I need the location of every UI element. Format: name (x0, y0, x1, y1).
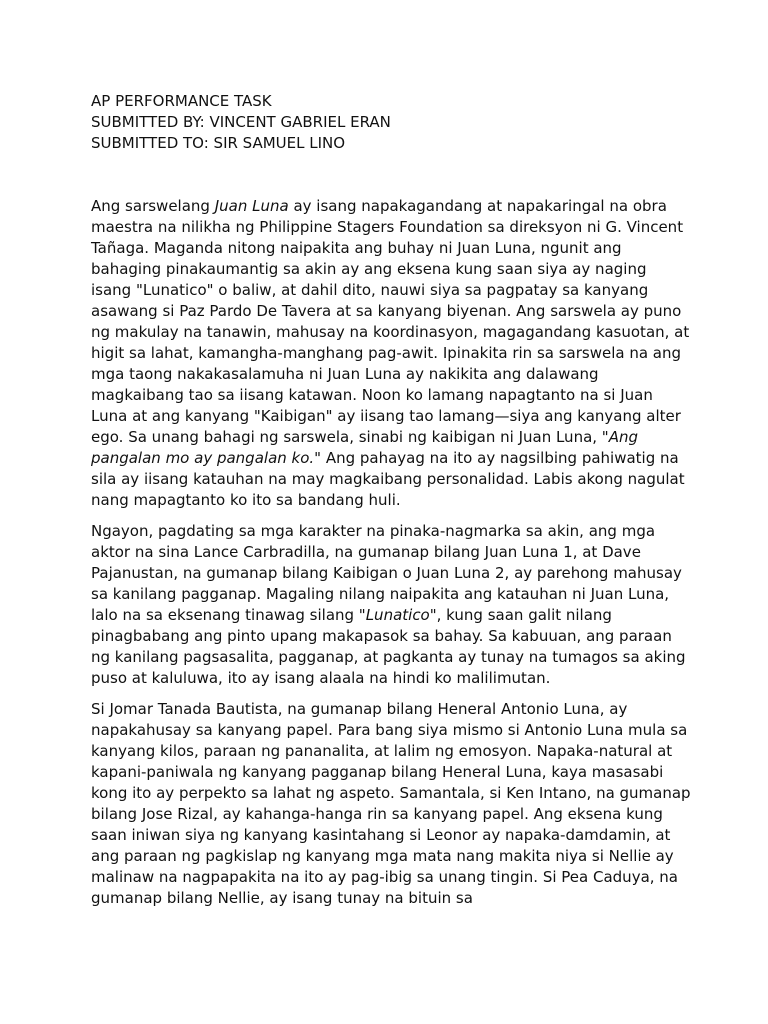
task-title: AP PERFORMANCE TASK (91, 92, 272, 110)
paragraph-3: Si Jomar Tanada Bautista, na gumanap bilang Heneral Antonio Luna, ay napakahusay sa kanyang papel. Para bang siya mismo si Antonio Luna mula sa kanyang kilos, paraan ng pananalita, at lalim ng emosyon. Napaka-natural at kapani-paniwala ng kanyang pagganap bilang Heneral Luna, kaya masasabi kong ito ay perpekto sa lahat ng aspeto. Samantala, si Ken Intano, na gumanap bilang Jose Rizal, ay kahanga-hanga rin sa kanyang papel. Ang eksena kung saan iniwan siya ng kanyang kasintahang si Leonor ay napaka-damdamin, at ang paraan ng pagkislap ng kanyang mga mata nang makita niya si Nellie ay malinaw na nagpapakita na ito ay pag-ibig sa unang tingin. Si Pea Caduya, na gumanap bilang Nellie, ay isang tunay na bituin sa (91, 700, 691, 907)
paragraph-1 (91, 196, 691, 511)
paragraph-1-quote-italic: Ang pangalan mo ay pangalan ko. (91, 428, 638, 467)
submitted-to: SUBMITTED TO: SIR SAMUEL LINO (91, 134, 346, 152)
submitted-by: SUBMITTED BY: VINCENT GABRIEL ERAN (91, 113, 391, 131)
paragraph-2 (91, 521, 691, 689)
document-page (91, 91, 691, 919)
paragraph-2-text-a: Ngayon, pagdating sa mga karakter na pinaka-nagmarka sa akin, ang mga aktor na sina Lance Carbradilla, na gumanap bilang Juan Luna 1, at Dave Pajanustan, na gumanap bilang Kaibigan o Juan Luna 2, ay parehong mahusay sa kanilang pagganap. Magaling nilang naipakita ang katauhan ni Juan Luna, lalo na sa eksenang tinawag silang " (91, 522, 682, 624)
document-header (91, 91, 691, 154)
paragraph-2-lunatico-italic: Lunatico (365, 606, 430, 624)
paragraph-1-text-c: ay isang napakagandang at napakaringal na obra maestra na nilikha ng Philippine Stagers Foundation sa direksyon ni G. Vincent Tañaga. Maganda nitong naipakita ang buhay ni Juan Luna, ngunit ang bahaging pinakaumantig sa akin ay ang eksena kung saan siya ay naging isang "Lunatico" o baliw, at dahil dito, nauwi siya sa pagpatay sa kanyang asawang si Paz Pardo De Tavera at sa kanyang biyenan. Ang sarswela ay puno ng makulay na tanawin, mahusay na koordinasyon, magagandang kasuotan, at higit sa lahat, kamangha-manghang pag-awit. Ipinakita rin sa sarswela na ang mga taong nakakasalamuha ni Juan Luna ay nakikita ang dalawang magkaibang tao sa iisang katawan. Noon ko lamang napagtanto na si Juan Luna at ang kanyang "Kaibigan" ay iisang tao lamang—siya ang kanyang alter ego. Sa unang bahagi ng sarswela, sinabi ng kaibigan ni Juan Luna, " (91, 197, 690, 446)
paragraph-1-text-a: Ang sarswelang (91, 197, 215, 215)
paragraph-1-title-italic: Juan Luna (214, 197, 289, 215)
paragraph-2-text-c: ", kung saan galit nilang pinagbabang ang pinto upang makapasok sa bahay. Sa kabuuan, ang paraan ng kanilang pagsasalita, pagganap, at pagkanta ay tunay na tumagos sa aking puso at kaluluwa, ito ay isang alaala na hindi ko malilimutan. (91, 606, 686, 687)
paragraph-1-text-e: " Ang pahayag na ito ay nagsilbing pahiwatig na sila ay iisang katauhan na may magkaibang personalidad. Labis akong nagulat nang mapagtanto ko ito sa bandang huli. (91, 449, 685, 509)
